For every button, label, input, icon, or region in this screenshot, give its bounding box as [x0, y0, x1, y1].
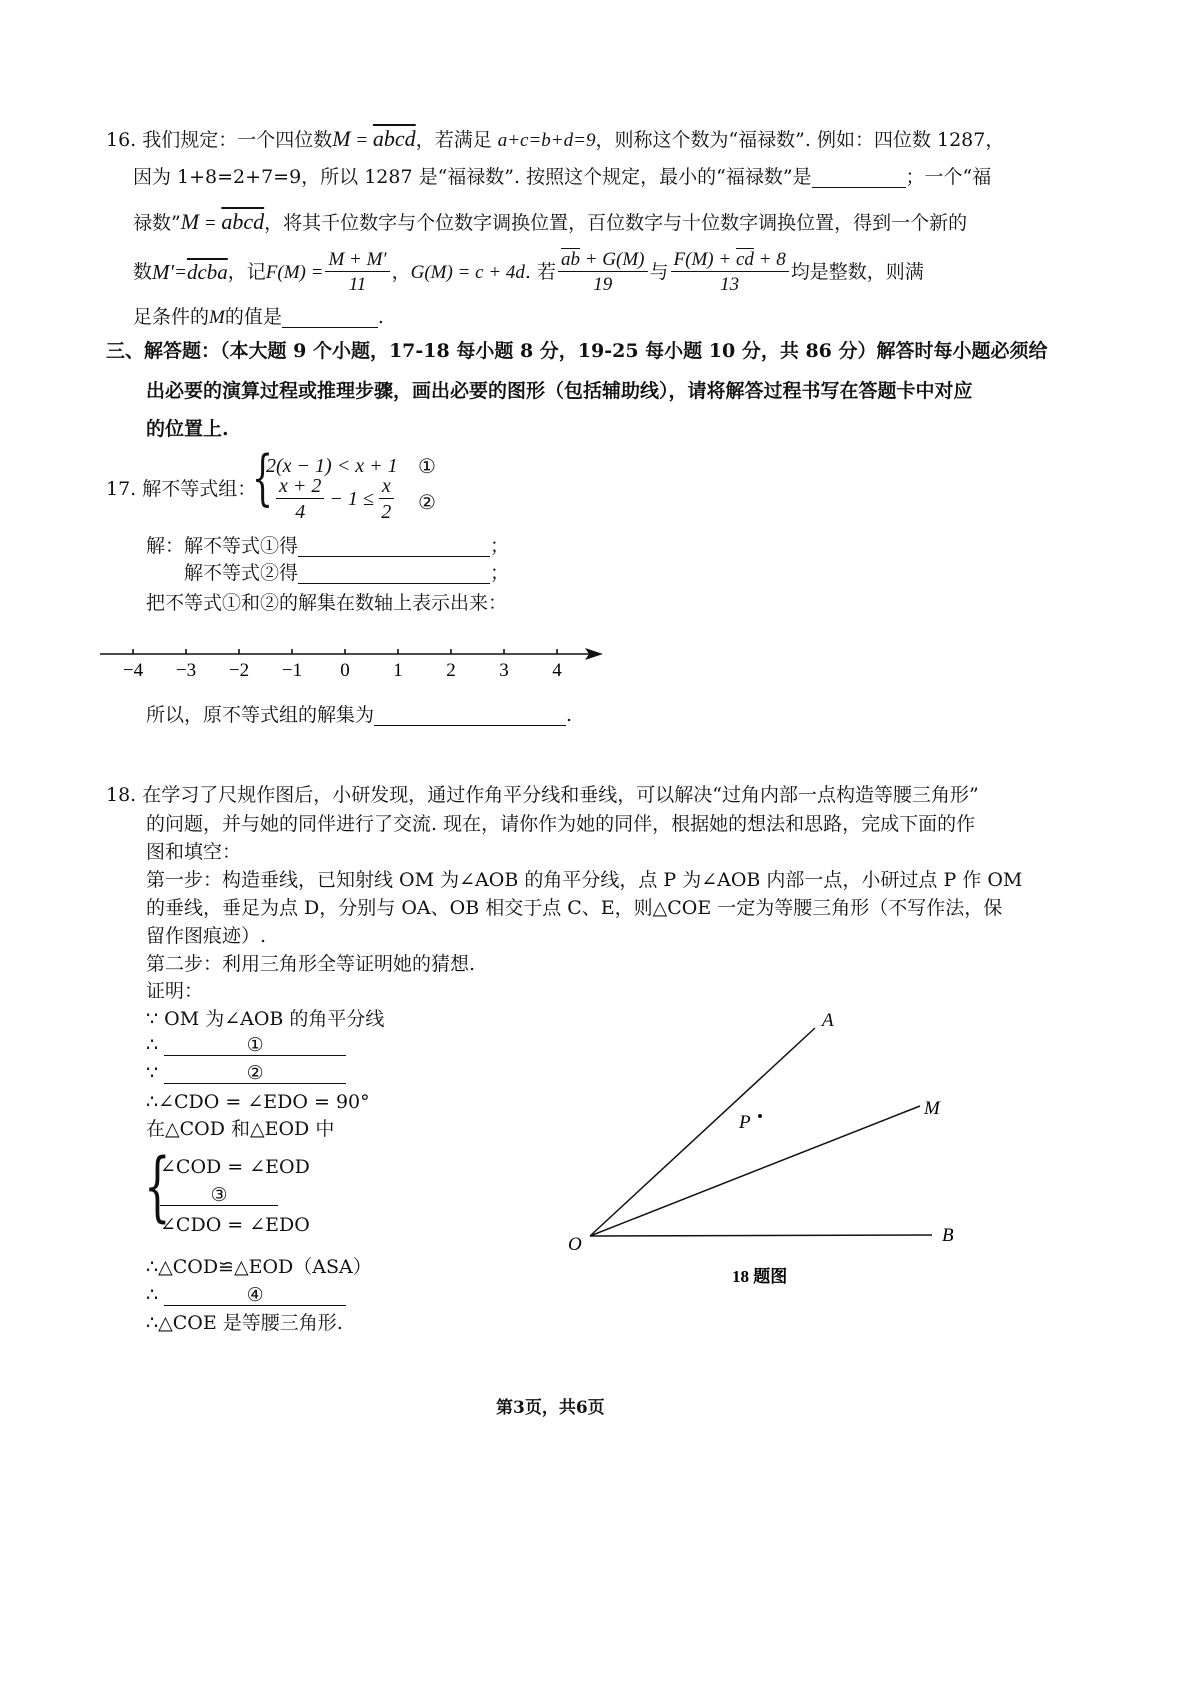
q16-line4: 数 M′ = dcba ，记 F(M) = $\frac{M + M'}{11}$ ， G(M) = c + 4d . 若 $\frac{\overline{ab} + G(M)}{19}$ 与 $\frac{F(M) + \overline{cd} + 8}{13}$ 均是整数，则满: [133, 249, 924, 295]
ray-OB: [590, 1235, 932, 1236]
ray-OM: [590, 1106, 920, 1236]
answer-blank-1[interactable]: ①: [164, 1036, 346, 1056]
fraction-h: $\frac{F(M) + \overline{cd} + 8}{13}$: [671, 250, 789, 294]
proof-line-1: ∵ OM 为∠AOB 的角平分线: [146, 1008, 385, 1030]
answer-blank-smallest[interactable]: [812, 168, 906, 188]
q17-solution-2: 解不等式②得 ；: [184, 562, 510, 584]
proof-line-5: 在△COD 和△EOD 中: [146, 1118, 335, 1140]
section3-line2: 出必要的演算过程或推理步骤，画出必要的图形（包括辅助线），请将解答过程书写在答题卡中对应: [146, 380, 973, 402]
proof-line-6: ∴△COD≌△EOD（ASA）: [146, 1256, 372, 1278]
system-brace-18: {: [144, 1141, 171, 1230]
tick-label: 3: [499, 660, 509, 681]
page-number: 第3页，共6页: [496, 1398, 605, 1418]
figure-18: [560, 1000, 980, 1300]
proof-line-8: ∴△COE 是等腰三角形.: [146, 1312, 343, 1334]
q16-line2: 因为 1+8=2+7=9，所以 1287 是“福禄数”. 按照这个规定，最小的“福禄数”是 ；一个“福: [133, 166, 992, 188]
q16-line3: 禄数”M = abcd，将其千位数字与个位数字调换位置，百位数字与十位数字调换位置，得到一个新的: [133, 209, 968, 234]
tick-label: 1: [393, 660, 403, 681]
answer-blank-m[interactable]: [282, 308, 378, 328]
tick-label: 0: [340, 660, 350, 681]
tick-label: −2: [228, 660, 250, 681]
proof-line-4: ∴∠CDO = ∠EDO = 90°: [146, 1091, 370, 1113]
answer-blank-4[interactable]: ④: [164, 1286, 346, 1306]
tick-label: −4: [122, 660, 144, 681]
answer-blank-solution-set[interactable]: [374, 706, 566, 726]
tick-label: −3: [175, 660, 197, 681]
q16-line1: 16. 我们规定：一个四位数M = abcd，若满足 a+c=b+d=9，则称这个数为“福禄数”. 例如：四位数 1287，: [106, 126, 1005, 151]
tick-label: 4: [552, 660, 562, 681]
inequality-2-tag: ②: [418, 490, 436, 514]
system-brace-17: {: [252, 443, 274, 513]
q17-label: 17. 解不等式组：: [106, 478, 257, 500]
section3-line3: 的位置上.: [146, 418, 229, 440]
fraction-g: $\frac{\overline{ab} + G(M)}{19}$: [558, 250, 648, 294]
inequality-1: 2(x − 1) < x + 1: [266, 455, 398, 477]
proof-system-1: ∠COD = ∠EOD: [160, 1156, 310, 1178]
answer-blank-ineq2[interactable]: [298, 564, 490, 584]
ray-OA: [590, 1028, 815, 1236]
proof-line-2: ∴ ①: [146, 1036, 346, 1056]
answer-blank-3[interactable]: ③: [160, 1186, 278, 1206]
figure-caption: 18 题图: [732, 1267, 788, 1286]
proof-line-7: ∴ ④: [146, 1286, 346, 1306]
q18-step1-b: 的垂线，垂足为点 D，分别与 OA、OB 相交于点 C、E，则△COE 一定为等腰三角形（不写作法，保: [146, 897, 1003, 919]
answer-blank-ineq1[interactable]: [298, 537, 490, 557]
answer-blank-2[interactable]: ②: [164, 1064, 346, 1084]
q18-step1-c: 留作图痕迹）.: [146, 925, 267, 947]
tick-label: 2: [446, 660, 456, 681]
proof-system-3: ∠CDO = ∠EDO: [160, 1214, 310, 1236]
number-line[interactable]: [95, 638, 615, 688]
q18-line1: 18. 在学习了尺规作图后，小研发现，通过作角平分线和垂线，可以解决“过角内部一点构造等腰三角形”: [106, 784, 979, 806]
label-A: A: [822, 1010, 834, 1031]
inequality-2: $\frac{x + 2}{4}$ − 1 ≤ $\frac{x}{2}$: [274, 476, 396, 522]
q17-final: 所以，原不等式组的解集为 .: [146, 704, 573, 726]
inequality-1-tag: ①: [418, 454, 436, 478]
q16-line5: 足条件的M的值是 .: [133, 306, 384, 328]
tick-label: −1: [281, 660, 303, 681]
label-M: M: [924, 1098, 940, 1119]
section3-line1: 三、解答题：（本大题 9 个小题，17-18 每小题 8 分，19-25 每小题 10 分，共 86 分）解答时每小题必须给: [106, 340, 1048, 362]
q18-step2: 第二步：利用三角形全等证明她的猜想.: [146, 953, 476, 975]
q17-solution-1: 解：解不等式①得 ；: [146, 535, 510, 557]
q18-line2: 的问题，并与她的同伴进行了交流. 现在，请你作为她的同伴，根据她的想法和思路，完成下面的作: [146, 813, 976, 835]
label-O: O: [568, 1234, 582, 1255]
label-P: P: [739, 1112, 751, 1133]
q17-numberline-instruction: 把不等式①和②的解集在数轴上表示出来：: [146, 592, 508, 614]
proof-line-3: ∵ ②: [146, 1064, 346, 1084]
point-P: [758, 1114, 762, 1118]
label-B: B: [942, 1225, 954, 1246]
fraction-f: $\frac{M + M'}{11}$: [325, 250, 389, 294]
proof-label: 证明：: [146, 980, 204, 1002]
q18-step1-a: 第一步：构造垂线，已知射线 OM 为∠AOB 的角平分线，点 P 为∠AOB 内部一点，小研过点 P 作 OM: [146, 869, 1023, 891]
proof-system-2: [160, 1186, 278, 1206]
q18-line3: 图和填空：: [146, 841, 242, 863]
